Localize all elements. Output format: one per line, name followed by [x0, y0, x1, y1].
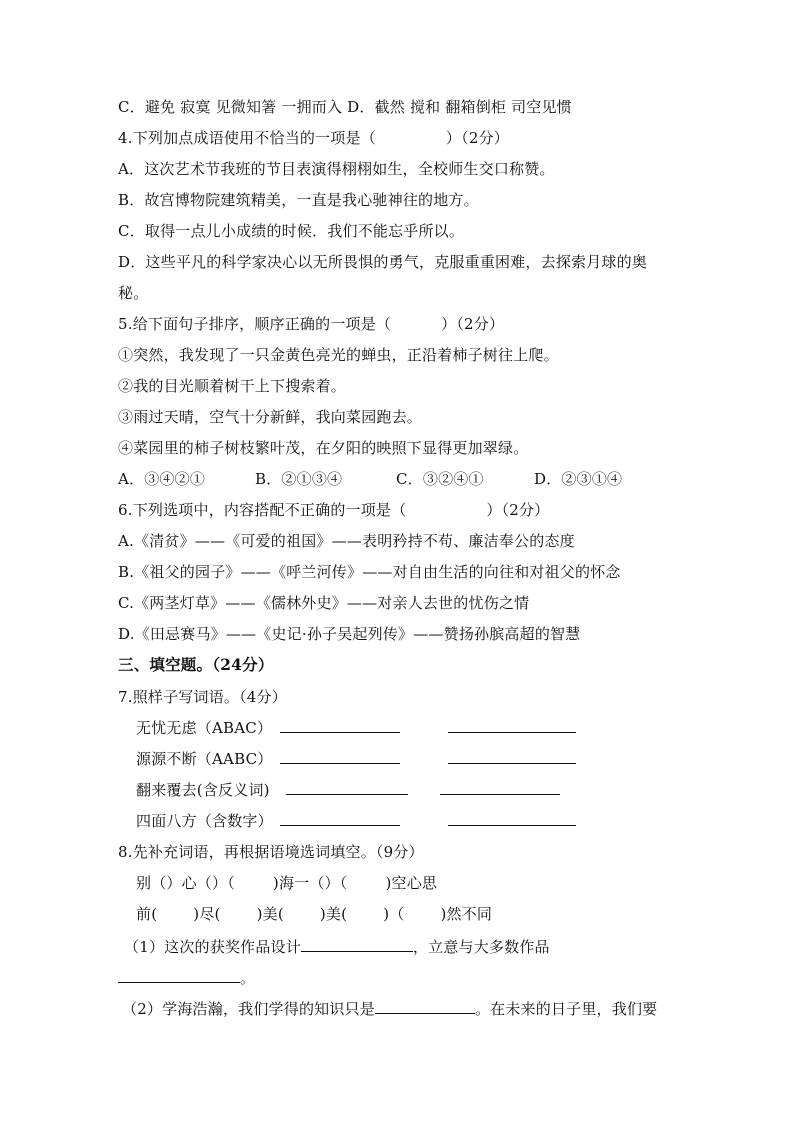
answer-blank[interactable]: [118, 968, 240, 983]
q5-option-c: C．③②④①: [396, 470, 484, 488]
q5-sentence-2: ②我的目光顺着树干上下搜索着。: [118, 377, 347, 395]
q4-option-d-cont: 秘。: [118, 284, 149, 302]
section-3-heading: 三、填空题。（24分）: [118, 655, 274, 674]
answer-blank[interactable]: [448, 811, 576, 826]
q5-sentence-4: ④菜园里的柿子树枝繁叶茂，在夕阳的映照下显得更加翠绿。: [118, 439, 529, 457]
q4-option-b: B．故宫博物院建筑精美，一直是我心驰神往的地方。: [118, 191, 479, 209]
q8-words-row-1: 别（）心（）（ )海一（）（ )空心思: [136, 874, 438, 892]
q4-option-a: A．这次艺术节我班的节目表演得栩栩如生，全校师生交口称赞。: [118, 160, 555, 178]
q8-sentence-1-cont: 。: [118, 967, 255, 989]
q6-option-c: C.《两茎灯草》——《儒林外史》——对亲人去世的忧伤之情: [118, 594, 530, 612]
q4-option-d: D．这些平凡的科学家决心以无所畏惧的勇气，克服重重困难，去探索月球的奥: [118, 253, 648, 271]
q5-option-b: B．②①③④: [255, 470, 343, 488]
q7-row-4: 四面八方（含数字）: [136, 810, 576, 832]
q8-stem: 8.先补充词语，再根据语境选词填空。（9分）: [118, 843, 424, 861]
q5-sentence-1: ①突然，我发现了一只金黄色亮光的蝉虫，正沿着柿子树往上爬。: [118, 346, 559, 364]
q5-sentence-3: ③雨过天晴，空气十分新鲜，我向菜园跑去。: [118, 408, 423, 426]
answer-blank[interactable]: [280, 749, 400, 764]
q6-stem: 6.下列选项中，内容搭配不正确的一项是（ ）（2分）: [118, 501, 550, 519]
q4-stem: 4.下列加点成语使用不恰当的一项是（ ）（2分）: [118, 129, 509, 147]
q5-stem: 5.给下面句子排序，顺序正确的一项是（ ）（2分）: [118, 315, 505, 333]
q3-option-c: C．避免 寂寞 见微知箸 一拥而入 D．截然 搅和 翻箱倒柜 司空见惯: [118, 98, 572, 116]
q8-words-row-2: 前( )尽( )美( )美( )（ )然不同: [136, 905, 493, 923]
answer-blank[interactable]: [280, 718, 400, 733]
q5-options: [118, 468, 622, 490]
answer-blank[interactable]: [280, 811, 400, 826]
q7-stem: 7.照样子写词语。（4分）: [118, 688, 287, 706]
q8-sentence-2: （2）学海浩瀚，我们学得的知识只是 。在未来的日子里，我们要: [122, 1000, 658, 1018]
answer-blank[interactable]: [286, 780, 408, 795]
answer-blank[interactable]: [448, 718, 576, 733]
q6-option-d: D.《田忌赛马》——《史记·孙子吴起列传》——赞扬孙膑高超的智慧: [118, 625, 581, 643]
answer-blank[interactable]: [448, 749, 576, 764]
answer-blank[interactable]: [440, 780, 560, 795]
q7-row-3: 翻来覆去(含反义词): [136, 779, 560, 801]
q7-row-1: 无忧无虑（ABAC）: [136, 717, 576, 739]
q5-option-d: D．②③①④: [534, 470, 623, 488]
q6-option-a: A.《清贫》——《可爱的祖国》——表明矜持不苟、廉洁奉公的态度: [118, 532, 575, 550]
q6-option-b: B.《祖父的园子》——《呼兰河传》——对自由生活的向往和对祖父的怀念: [118, 563, 621, 581]
answer-blank[interactable]: [375, 999, 475, 1014]
q8-sentence-1: （1）这次的获奖作品设计 ，立意与大多数作品: [124, 938, 550, 956]
q7-row-2: 源源不断（AABC）: [136, 748, 576, 770]
answer-blank[interactable]: [301, 937, 413, 952]
q5-option-a: A．③④②①: [118, 470, 206, 488]
q4-option-c: C．取得一点儿小成绩的时候．我们不能忘乎所以。: [118, 222, 465, 240]
